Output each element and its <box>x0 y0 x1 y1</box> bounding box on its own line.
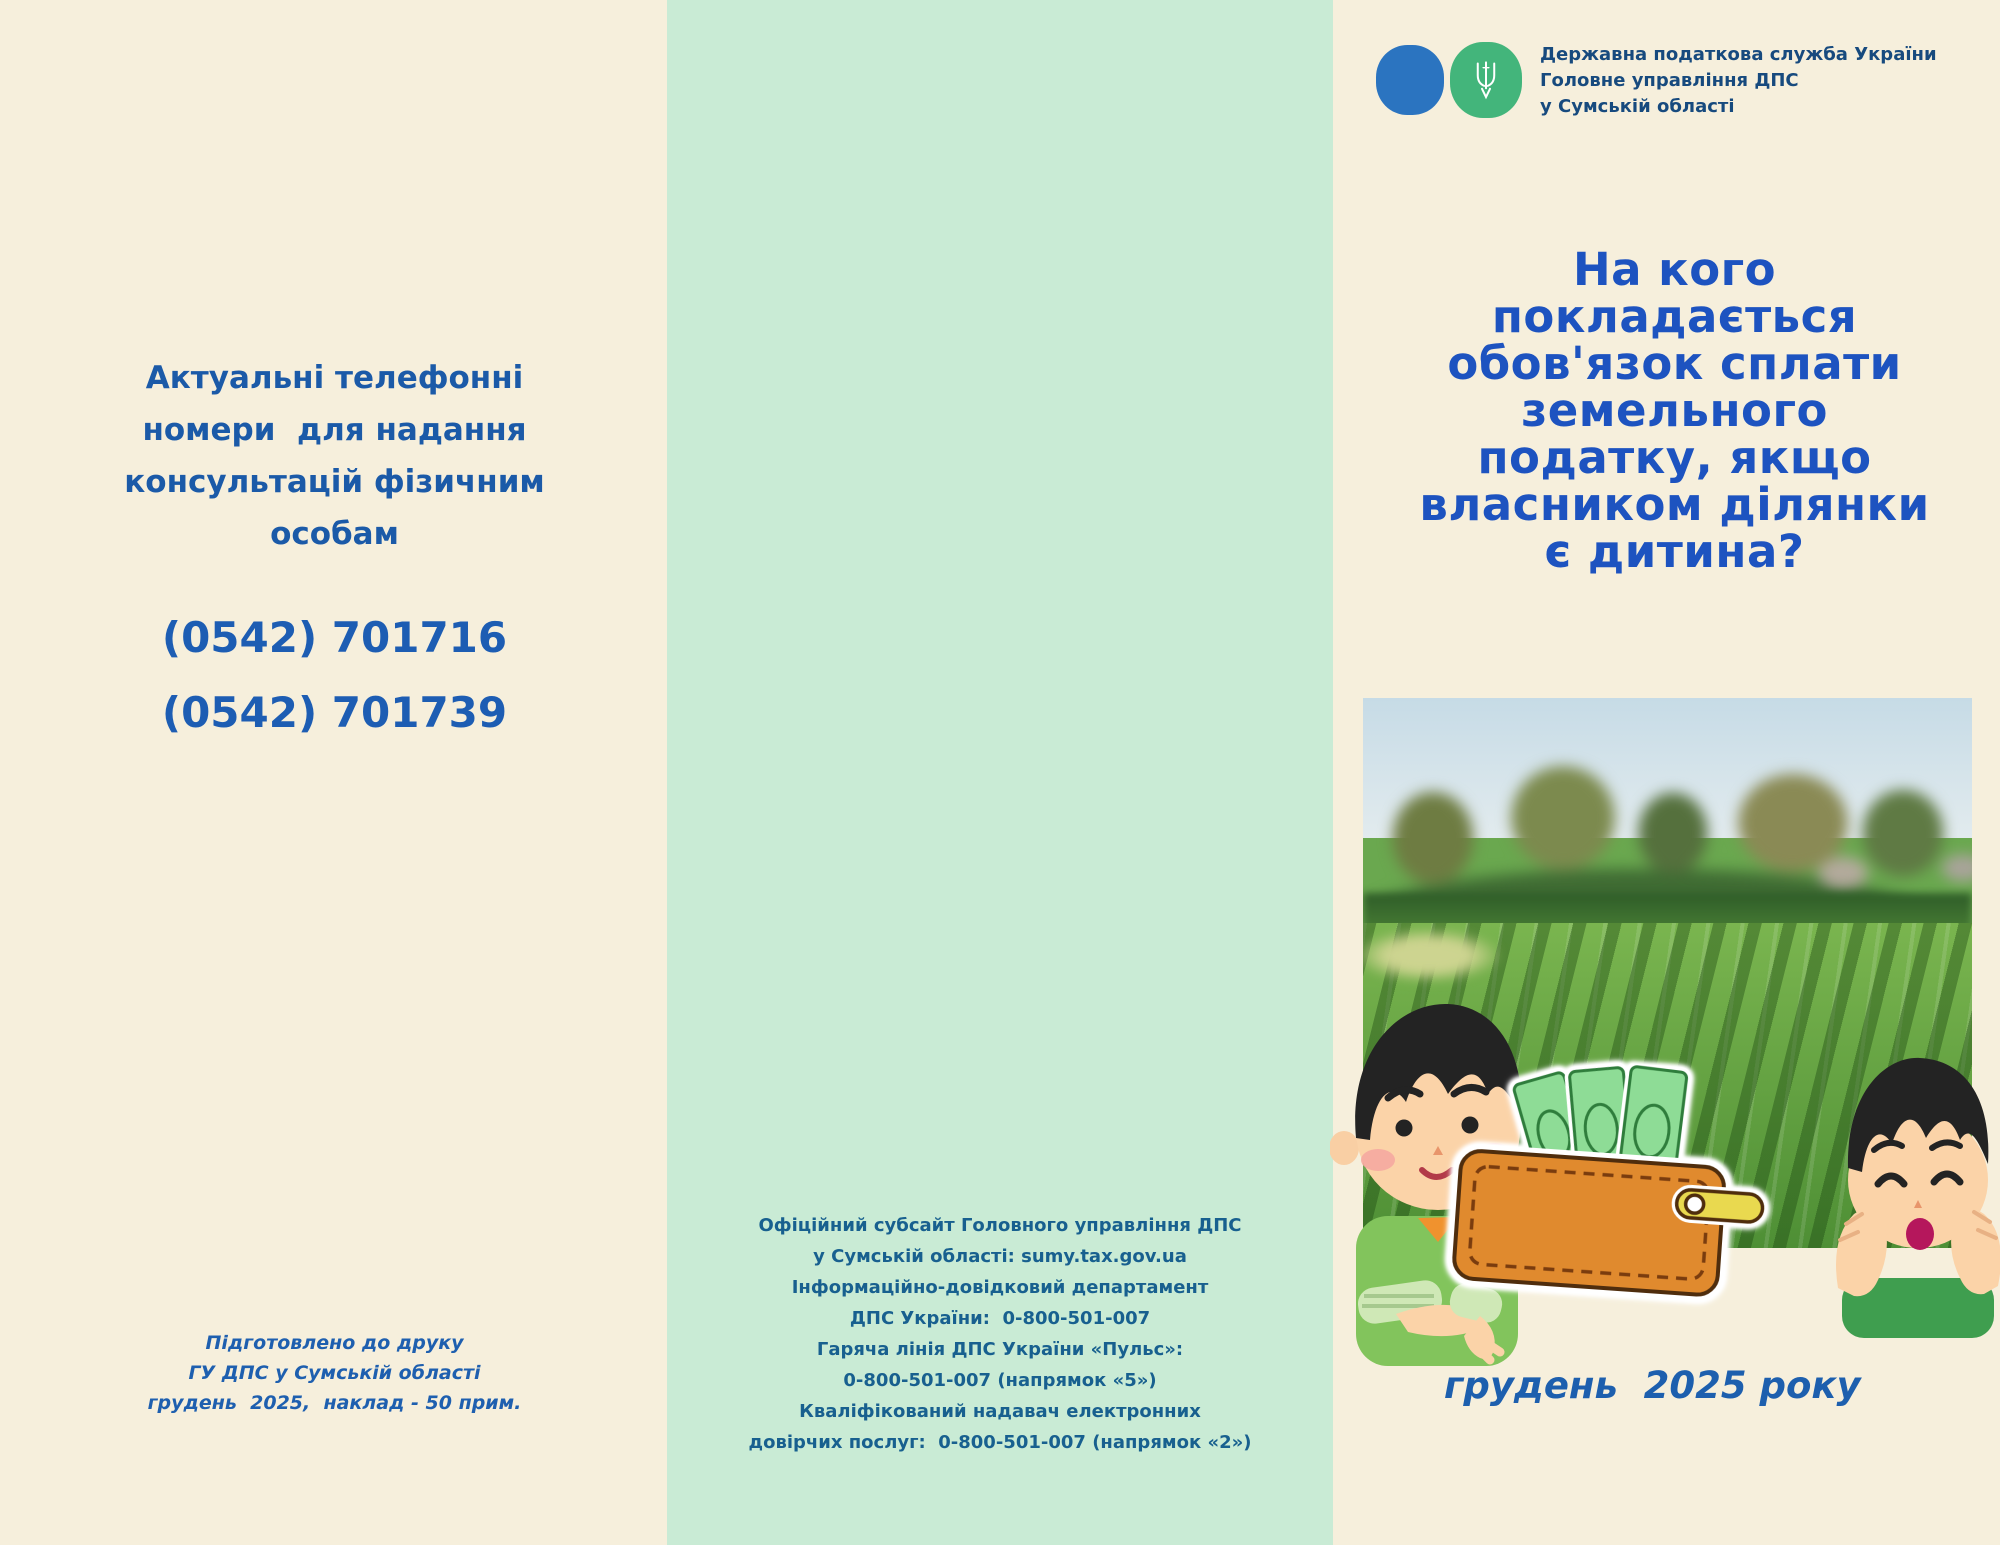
title-line: є дитина? <box>1544 525 1805 578</box>
phone-number: (0542) 701716 <box>161 613 508 662</box>
contact-line: Інформаційно-довідковий департамент <box>791 1277 1209 1298</box>
brand-line: Головне управління ДПС <box>1540 70 1799 91</box>
title-line: покладається <box>1491 290 1858 343</box>
contact-line: Офіційний субсайт Головного управління ДПС <box>758 1215 1242 1236</box>
contact-line: 0-800-501-007 (напрямок «5») <box>843 1370 1157 1391</box>
heading-line: консультацій фізичним <box>124 464 545 500</box>
phone-number: (0542) 701739 <box>161 688 508 737</box>
phone-numbers <box>42 600 627 750</box>
logo-green-circle-icon <box>1450 42 1522 118</box>
tax-service-brand-header <box>1376 40 1986 130</box>
print-note-line: ГУ ДПС у Сумській області <box>188 1362 481 1384</box>
title-line: На кого <box>1572 243 1777 296</box>
brand-text <box>1540 42 1980 120</box>
brand-line: у Сумській області <box>1540 96 1735 117</box>
contacts-block <box>690 1210 1310 1458</box>
heading-line: номери для надання <box>142 412 527 448</box>
brand-line: Державна податкова служба України <box>1540 44 1937 65</box>
contact-line: Гаряча лінія ДПС України «Пульс»: <box>816 1339 1184 1360</box>
title-line: земельного <box>1521 384 1828 437</box>
phone-consultations-heading <box>42 352 627 560</box>
title-line: власником ділянки <box>1419 478 1930 531</box>
dps-logo <box>1376 42 1526 120</box>
contact-line: Кваліфікований надавач електронних <box>799 1401 1201 1422</box>
title-line: обов'язок сплати <box>1447 337 1902 390</box>
page-title <box>1352 243 1997 578</box>
contact-line: ДПС України: 0-800-501-007 <box>849 1308 1151 1329</box>
contact-line: у Сумській області: sumy.tax.gov.ua <box>813 1246 1187 1267</box>
title-line: податку, якщо <box>1477 431 1872 484</box>
heading-line: Актуальні телефонні <box>145 360 524 396</box>
wallet-money-sticker <box>1434 1051 1780 1313</box>
issue-date: грудень 2025 року <box>1444 1364 1861 1407</box>
print-note-line: грудень 2025, наклад - 50 прим. <box>147 1392 522 1414</box>
happy-boy-illustration <box>1828 1038 2000 1338</box>
logo-blue-circle-icon <box>1376 45 1444 115</box>
contact-line: довірчих послуг: 0-800-501-007 (напрямок «2») <box>748 1432 1252 1453</box>
heading-line: особам <box>270 516 399 552</box>
print-note-line: Підготовлено до друку <box>205 1332 464 1354</box>
print-note <box>42 1328 627 1418</box>
left-panel <box>0 0 667 1545</box>
trident-icon <box>1466 60 1506 100</box>
photo-path <box>1363 928 1503 983</box>
